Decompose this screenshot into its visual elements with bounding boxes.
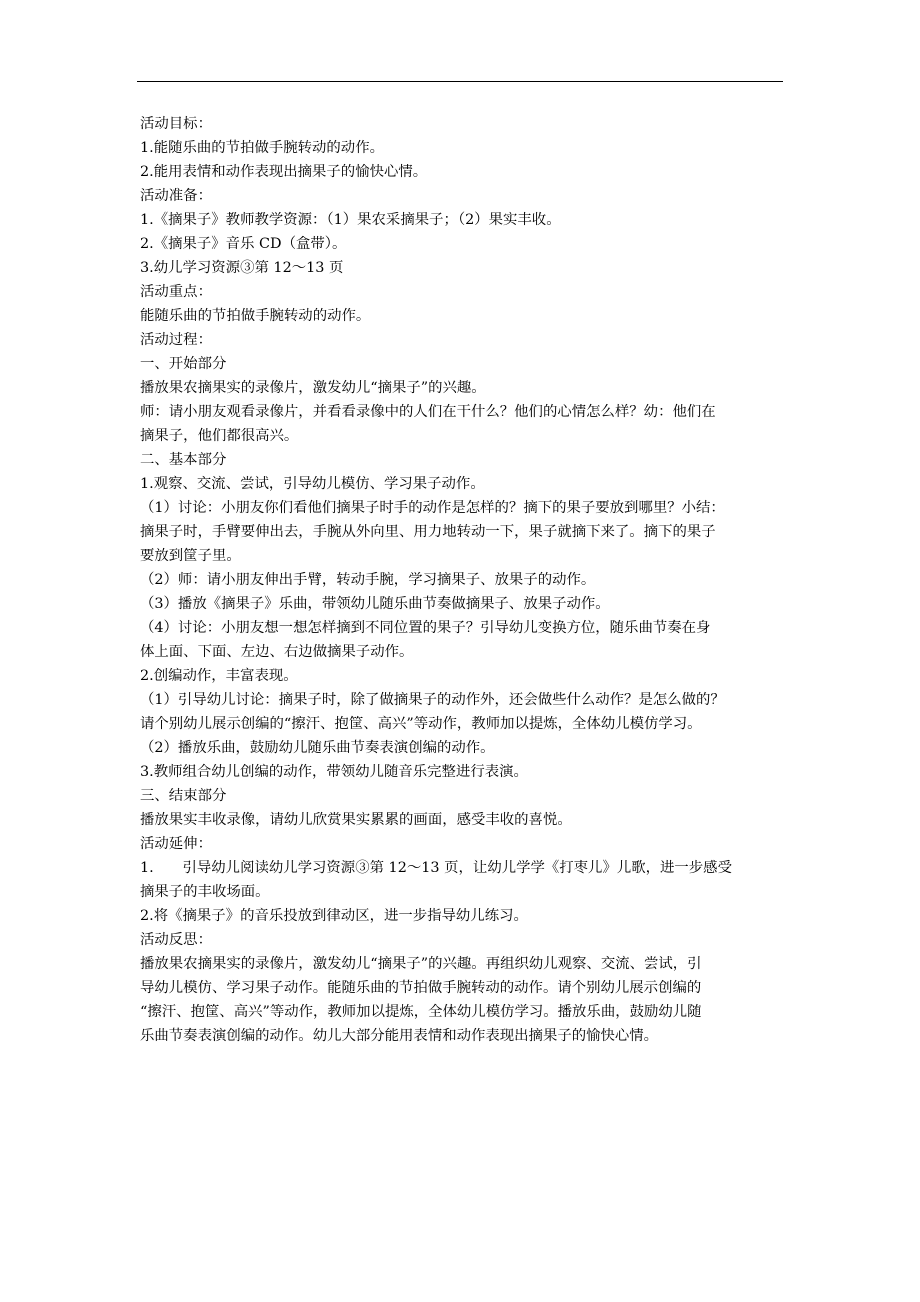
text-line: 师：请小朋友观看录像片，并看看录像中的人们在干什么？他们的心情怎么样？幼：他们在 — [140, 404, 716, 420]
text-line: （1）引导幼儿讨论：摘果子时，除了做摘果子的动作外，还会做些什么动作？是怎么做的？ — [140, 692, 725, 708]
text-line: 2.将《摘果子》的音乐投放到律动区，进一步指导幼儿练习。 — [140, 908, 528, 924]
text-line: 1. 引导幼儿阅读幼儿学习资源③第 12～13 页，让幼儿学学《打枣儿》儿歌，进一步感受 — [140, 860, 732, 876]
text-line: “擦汗、抱筐、高兴”等动作，教师加以提炼，全体幼儿模仿学习。播放乐曲，鼓励幼儿随 — [140, 1004, 702, 1020]
text-line: 1.观察、交流、尝试，引导幼儿模仿、学习果子动作。 — [140, 476, 485, 492]
text-line: 体上面、下面、左边、右边做摘果子动作。 — [140, 644, 414, 660]
text-line: （4）讨论：小朋友想一想怎样摘到不同位置的果子？引导幼儿变换方位，随乐曲节奏在身 — [140, 620, 711, 636]
text-line: 摘果子时，手臂要伸出去，手腕从外向里、用力地转动一下，果子就摘下来了。摘下的果子 — [140, 524, 716, 540]
text-line: 活动延伸： — [140, 836, 212, 852]
text-line: 活动准备： — [140, 188, 212, 204]
text-line: 3.教师组合幼儿创编的动作，带领幼儿随音乐完整进行表演。 — [140, 764, 528, 780]
header-rule — [137, 81, 783, 82]
text-line: 要放到筐子里。 — [140, 548, 241, 564]
text-line: 乐曲节奏表演创编的动作。幼儿大部分能用表情和动作表现出摘果子的愉快心情。 — [140, 1028, 659, 1044]
text-line: 播放果农摘果实的录像片，激发幼儿“摘果子”的兴趣。 — [140, 380, 486, 396]
text-line: 1.能随乐曲的节拍做手腕转动的动作。 — [140, 140, 384, 156]
text-line: 2.《摘果子》音乐 CD（盒带）。 — [140, 236, 347, 252]
text-line: 2.创编动作，丰富表现。 — [140, 668, 298, 684]
document-body — [140, 112, 790, 1048]
text-line: （3）播放《摘果子》乐曲，带领幼儿随乐曲节奏做摘果子、放果子动作。 — [140, 596, 610, 612]
text-line: 活动过程： — [140, 332, 212, 348]
text-line: 摘果子的丰收场面。 — [140, 884, 270, 900]
text-line: 3.幼儿学习资源③第 12～13 页 — [140, 260, 344, 276]
text-line: 活动重点： — [140, 284, 212, 300]
text-line: 1.《摘果子》教师教学资源：（1）果农采摘果子；（2）果实丰收。 — [140, 212, 561, 228]
text-line: 播放果实丰收录像，请幼儿欣赏果实累累的画面，感受丰收的喜悦。 — [140, 812, 572, 828]
text-line: 活动目标： — [140, 116, 212, 132]
text-line: （2）师：请小朋友伸出手臂，转动手腕，学习摘果子、放果子的动作。 — [140, 572, 596, 588]
text-line: 能随乐曲的节拍做手腕转动的动作。 — [140, 308, 371, 324]
text-line: 三、结束部分 — [140, 788, 227, 804]
text-line: 活动反思： — [140, 932, 212, 948]
text-line: 一、开始部分 — [140, 356, 227, 372]
text-line: 请个别幼儿展示创编的“擦汗、抱筐、高兴”等动作，教师加以提炼，全体幼儿模仿学习。 — [140, 716, 702, 732]
text-line: 摘果子，他们都很高兴。 — [140, 428, 299, 444]
text-line: 播放果农摘果实的录像片，激发幼儿“摘果子”的兴趣。再组织幼儿观察、交流、尝试，引 — [140, 956, 702, 972]
text-line: （2）播放乐曲，鼓励幼儿随乐曲节奏表演创编的动作。 — [140, 740, 495, 756]
text-line: 二、基本部分 — [140, 452, 227, 468]
text-line: （1）讨论：小朋友你们看他们摘果子时手的动作是怎样的？摘下的果子要放到哪里？小结： — [140, 500, 725, 516]
text-line: 导幼儿模仿、学习果子动作。能随乐曲的节拍做手腕转动的动作。请个别幼儿展示创编的 — [140, 980, 702, 996]
text-line: 2.能用表情和动作表现出摘果子的愉快心情。 — [140, 164, 428, 180]
